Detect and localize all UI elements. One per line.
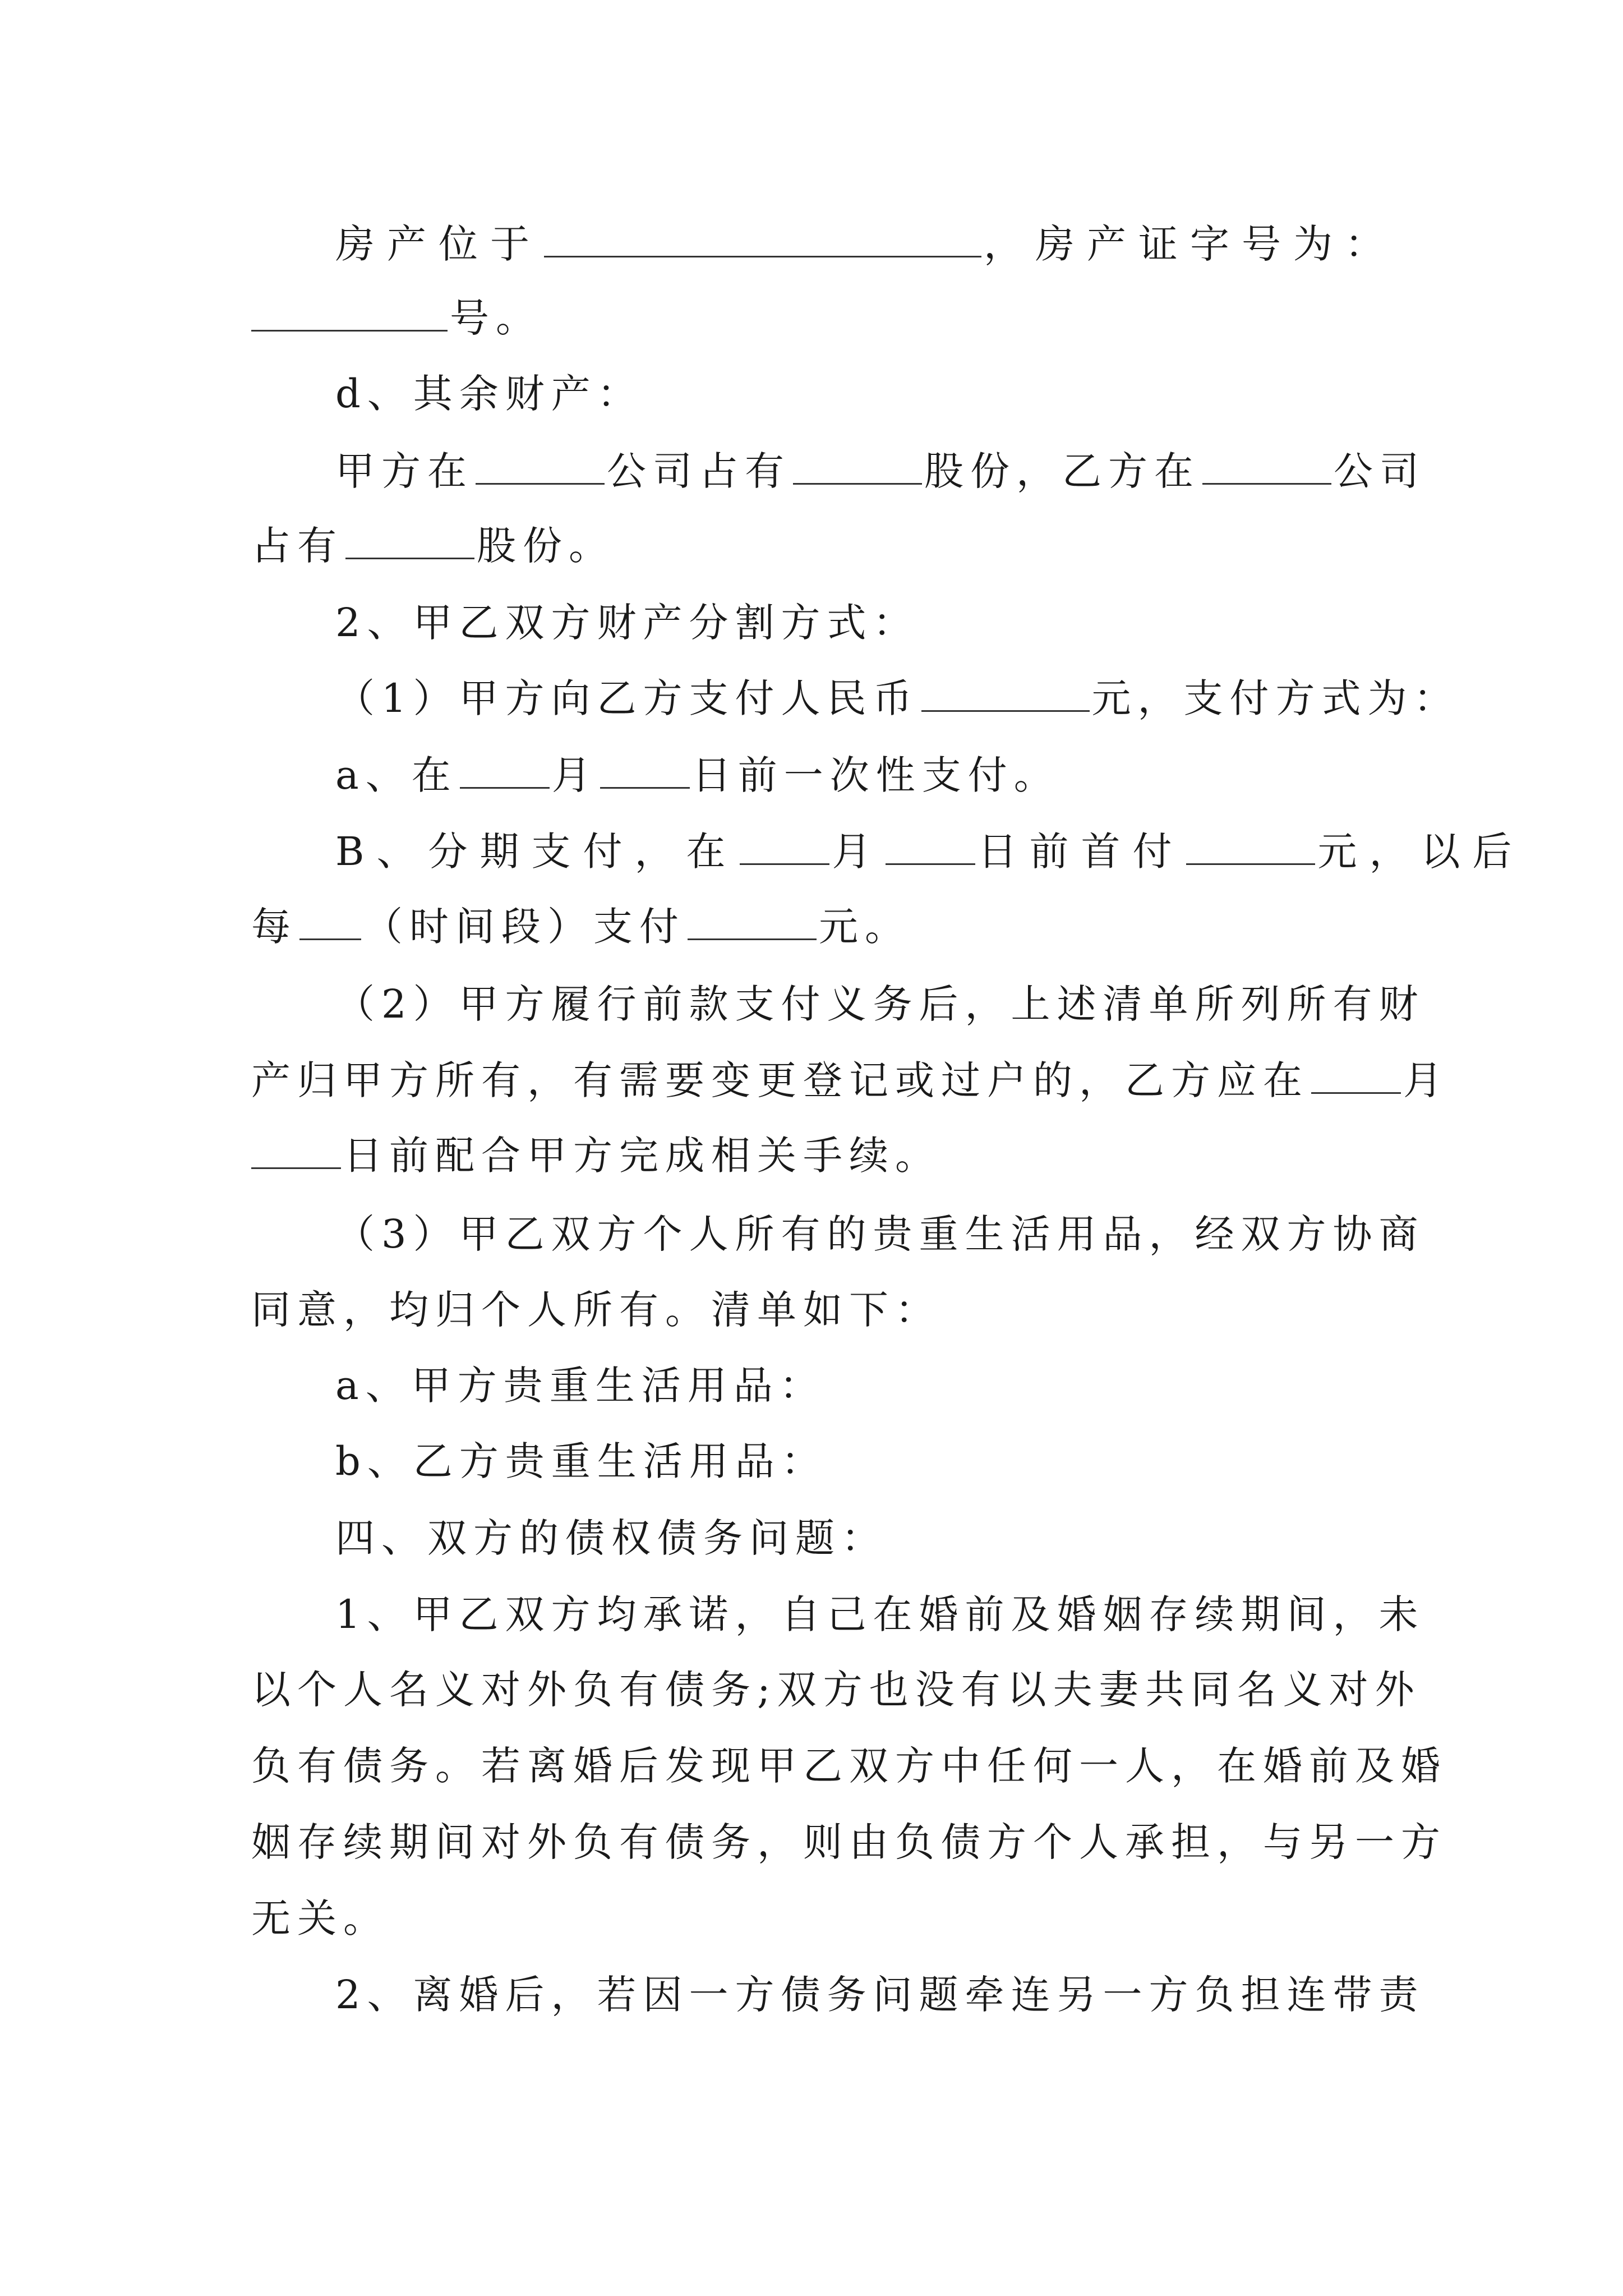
paragraph-line: 姻存续期间对外负有债务，则由负债方个人承担，与另一方 bbox=[251, 1819, 1447, 1865]
text-segment: 股份。 bbox=[477, 523, 615, 569]
certificate-number-line bbox=[251, 279, 1384, 357]
text-segment: B、分期支付，在 bbox=[335, 829, 738, 875]
fill-in-blank[interactable] bbox=[886, 823, 975, 865]
payment-line bbox=[251, 659, 1460, 738]
text-segment: 每 bbox=[251, 904, 297, 950]
fill-in-blank[interactable] bbox=[476, 443, 605, 485]
fill-in-blank[interactable] bbox=[793, 443, 922, 485]
shares-line bbox=[251, 432, 1426, 510]
section-heading: 2、甲乙双方财产分割方式： bbox=[335, 600, 919, 646]
text-segment: ，房产证字号为： bbox=[984, 221, 1396, 267]
lump-sum-line bbox=[251, 736, 1384, 815]
fill-in-blank[interactable] bbox=[345, 517, 474, 559]
fill-in-blank[interactable] bbox=[1311, 1052, 1401, 1094]
shares-line-continued bbox=[251, 507, 1384, 585]
paragraph-line: 无关。 bbox=[251, 1895, 389, 1941]
paragraph-line: 同意，均归个人所有。清单如下： bbox=[251, 1287, 941, 1333]
text-segment: 公司 bbox=[1334, 448, 1426, 494]
fill-in-blank[interactable] bbox=[600, 747, 690, 789]
transfer-line-continued bbox=[251, 1116, 1384, 1195]
installment-line bbox=[251, 812, 1524, 891]
text-segment: （1）甲方向乙方支付人民币 bbox=[335, 675, 919, 721]
fill-in-blank[interactable] bbox=[251, 289, 448, 332]
text-segment: 房产位于 bbox=[335, 221, 542, 267]
fill-in-blank[interactable] bbox=[1202, 443, 1331, 485]
fill-in-blank[interactable] bbox=[299, 898, 361, 940]
paragraph-line: （3）甲乙双方个人所有的贵重生活用品，经双方协商 bbox=[335, 1211, 1425, 1257]
paragraph-line: 负有债务。若离婚后发现甲乙双方中任何一人，在婚前及婚 bbox=[251, 1743, 1447, 1789]
text-segment: 日前配合甲方完成相关手续。 bbox=[343, 1133, 941, 1179]
paragraph-line: a、甲方贵重生活用品： bbox=[335, 1363, 826, 1409]
fill-in-blank[interactable] bbox=[1186, 823, 1315, 865]
fill-in-blank[interactable] bbox=[460, 747, 550, 789]
text-segment: 公司占有 bbox=[607, 448, 791, 494]
text-segment: 元。 bbox=[819, 904, 911, 950]
text-segment: 日前一次性支付。 bbox=[691, 752, 1060, 798]
text-segment: 月 bbox=[1403, 1057, 1449, 1103]
text-segment: 股份，乙方在 bbox=[924, 448, 1200, 494]
paragraph-line: 以个人名义对外负有债务;双方也没有以夫妻共同名义对外 bbox=[251, 1667, 1421, 1713]
fill-in-blank[interactable] bbox=[688, 898, 817, 940]
text-segment: 月 bbox=[551, 752, 598, 798]
text-segment: 占有 bbox=[251, 523, 343, 569]
text-segment: （时间段）支付 bbox=[363, 904, 685, 950]
text-segment: 日前首付 bbox=[978, 829, 1184, 875]
paragraph-line: 1、甲乙双方均承诺，自己在婚前及婚姻存续期间，未 bbox=[335, 1591, 1425, 1637]
fill-in-blank[interactable] bbox=[740, 823, 829, 865]
text-segment: 产归甲方所有，有需要变更登记或过户的，乙方应在 bbox=[251, 1057, 1309, 1103]
text-segment: 号。 bbox=[450, 295, 542, 341]
text-segment: 元，支付方式为： bbox=[1091, 675, 1460, 721]
text-segment: 元，以后 bbox=[1317, 829, 1524, 875]
transfer-line bbox=[251, 1041, 1449, 1120]
fill-in-blank[interactable] bbox=[921, 670, 1090, 712]
installment-line-continued bbox=[251, 887, 1384, 966]
text-segment: 甲方在 bbox=[335, 448, 473, 494]
fill-in-blank[interactable] bbox=[544, 215, 981, 257]
paragraph-line: d、其余财产： bbox=[335, 371, 643, 417]
property-location-line bbox=[251, 205, 1396, 283]
paragraph-line: b、乙方贵重生活用品： bbox=[335, 1438, 827, 1484]
paragraph-line: （2）甲方履行前款支付义务后，上述清单所列所有财 bbox=[335, 981, 1425, 1027]
paragraph-line: 2、离婚后，若因一方债务问题牵连另一方负担连带责 bbox=[335, 1972, 1425, 2018]
section-heading: 四、双方的债权债务问题： bbox=[335, 1515, 887, 1561]
text-segment: a、在 bbox=[335, 752, 458, 798]
text-segment: 月 bbox=[832, 829, 884, 875]
fill-in-blank[interactable] bbox=[251, 1127, 341, 1169]
